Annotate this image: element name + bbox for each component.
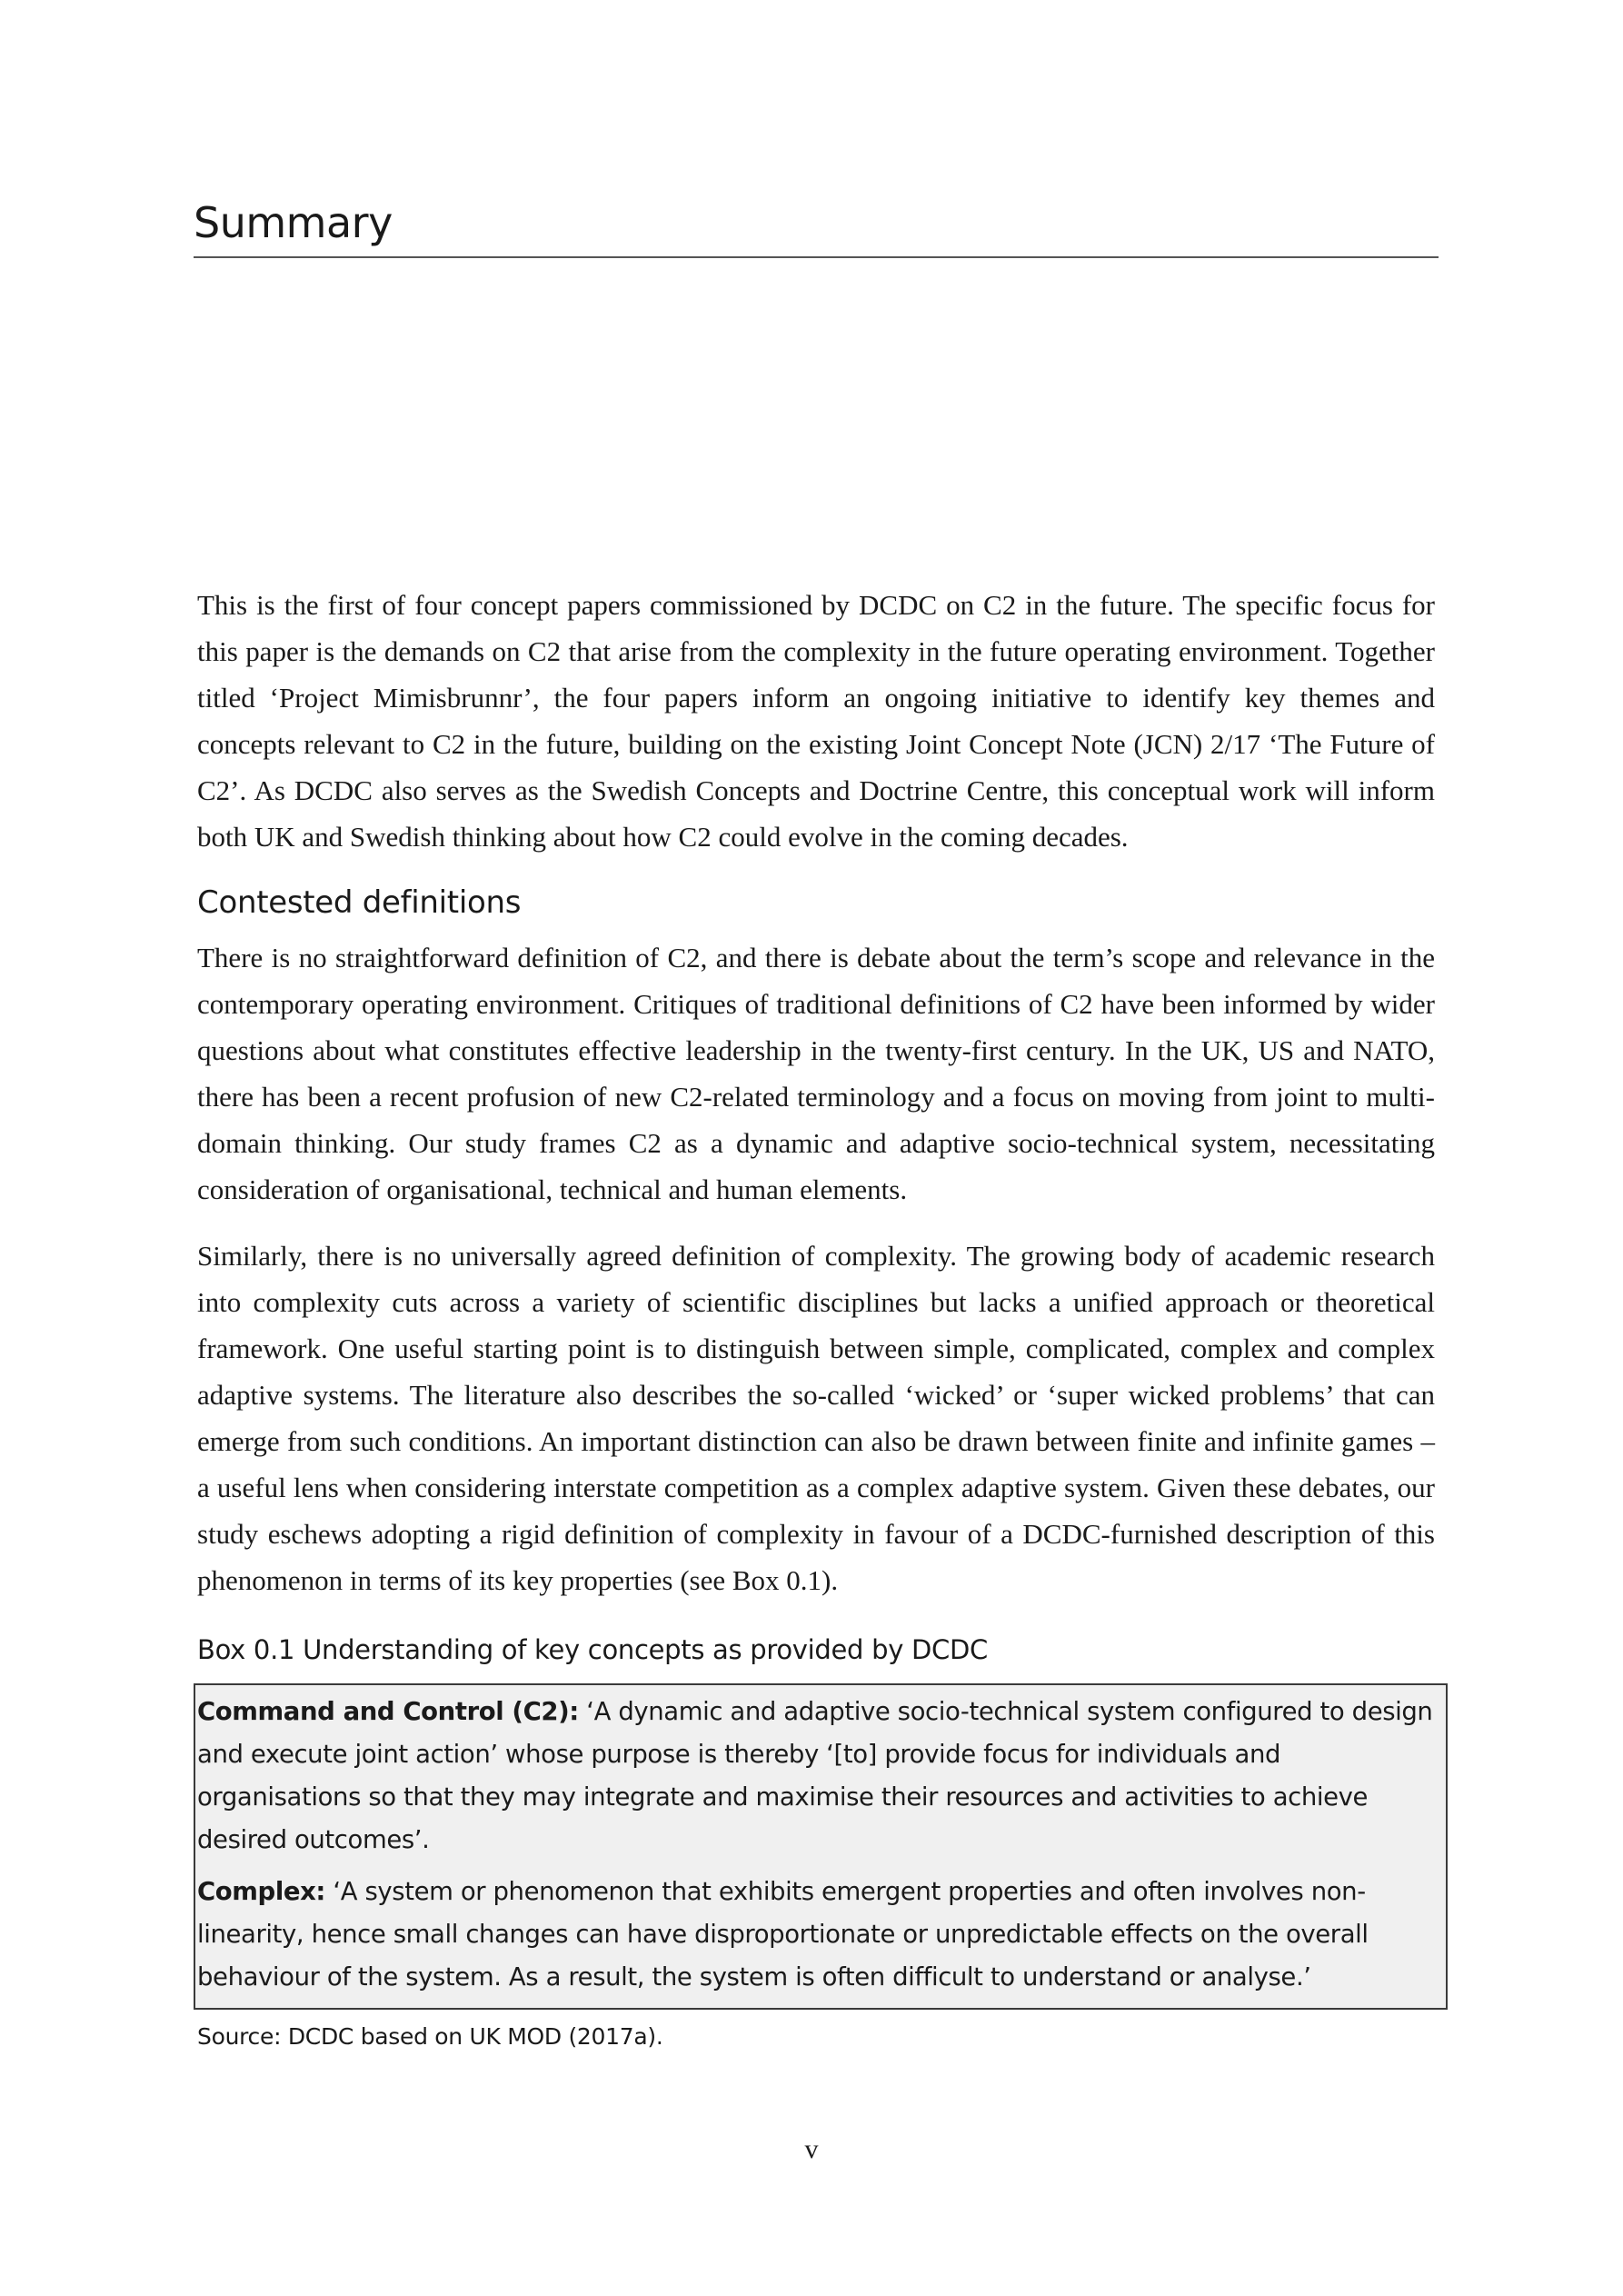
section-paragraph-1: There is no straightforward definition of C2, and there is debate about the term’s scope and relevance in the contemporary operating environment. Critiques of traditional definitions of C2 have been informed by wider questions about what constitutes effective leadership in the twenty-first century. In the UK, US and NATO, there has been a recent profusion of new C2-related terminology and a focus on moving from joint to multi-domain thinking. Our study frames C2 as a dynamic and adaptive socio-technical system, necessitating consideration of organisational, technical and human elements. <box>197 942 1435 1205</box>
box-entry-complex <box>197 1871 1433 1999</box>
page-number: v <box>804 2134 819 2164</box>
box-entry-c2 <box>197 1691 1433 1862</box>
box-definition: ‘A dynamic and adaptive socio-technical system configured to design and execute joint action’ whose purpose is thereby ‘[to] provide focus for individuals and organisations so that they may integrate and maximise their resources and activities to achieve desired outcomes’. <box>197 1697 1433 1854</box>
title-block <box>194 195 1439 258</box>
concept-box <box>194 1683 1448 2010</box>
box-definition: ‘A system or phenomenon that exhibits emergent properties and often involves non-linearity, hence small changes can have disproportionate or unpredictable effects on the overall behaviour of the system. As a result, the system is often difficult to understand or analyse.’ <box>197 1877 1369 1992</box>
section-heading: Contested definitions <box>197 884 522 921</box>
box-source: Source: DCDC based on UK MOD (2017a). <box>197 2023 663 2050</box>
section-paragraph-2: Similarly, there is no universally agreed definition of complexity. The growing body of academic research into complexity cuts across a variety of scientific disciplines but lacks a unified approach or theoretical framework. One useful starting point is to distinguish between simple, complicated, complex and complex adaptive systems. The literature also describes the so-called ‘wicked’ or ‘super wicked problems’ that can emerge from such conditions. An important distinction can also be drawn between finite and infinite games – a useful lens when considering interstate competition as a complex adaptive system. Given these debates, our study eschews adopting a rigid definition of complexity in favour of a DCDC-furnished description of this phenomenon in terms of its key properties (see Box 0.1). <box>197 1240 1435 1596</box>
intro-paragraph: This is the first of four concept papers commissioned by DCDC on C2 in the future. The specific focus for this paper is the demands on C2 that arise from the complexity in the future operating environment. Together titled ‘Project Mimisbrunnr’, the four papers inform an ongoing initiative to identify key themes and concepts relevant to C2 in the future, building on the existing Joint Concept Note (JCN) 2/17 ‘The Future of C2’. As DCDC also serves as the Swedish Concepts and Doctrine Centre, this conceptual work will inform both UK and Swedish thinking about how C2 could evolve in the coming decades. <box>197 589 1435 853</box>
box-caption: Box 0.1 Understanding of key concepts as provided by DCDC <box>197 1634 988 1665</box>
main-content <box>197 582 1435 2055</box>
page-title: Summary <box>194 195 1439 258</box>
box-term: Command and Control (C2): <box>197 1697 579 1726</box>
box-term: Complex: <box>197 1877 326 1906</box>
